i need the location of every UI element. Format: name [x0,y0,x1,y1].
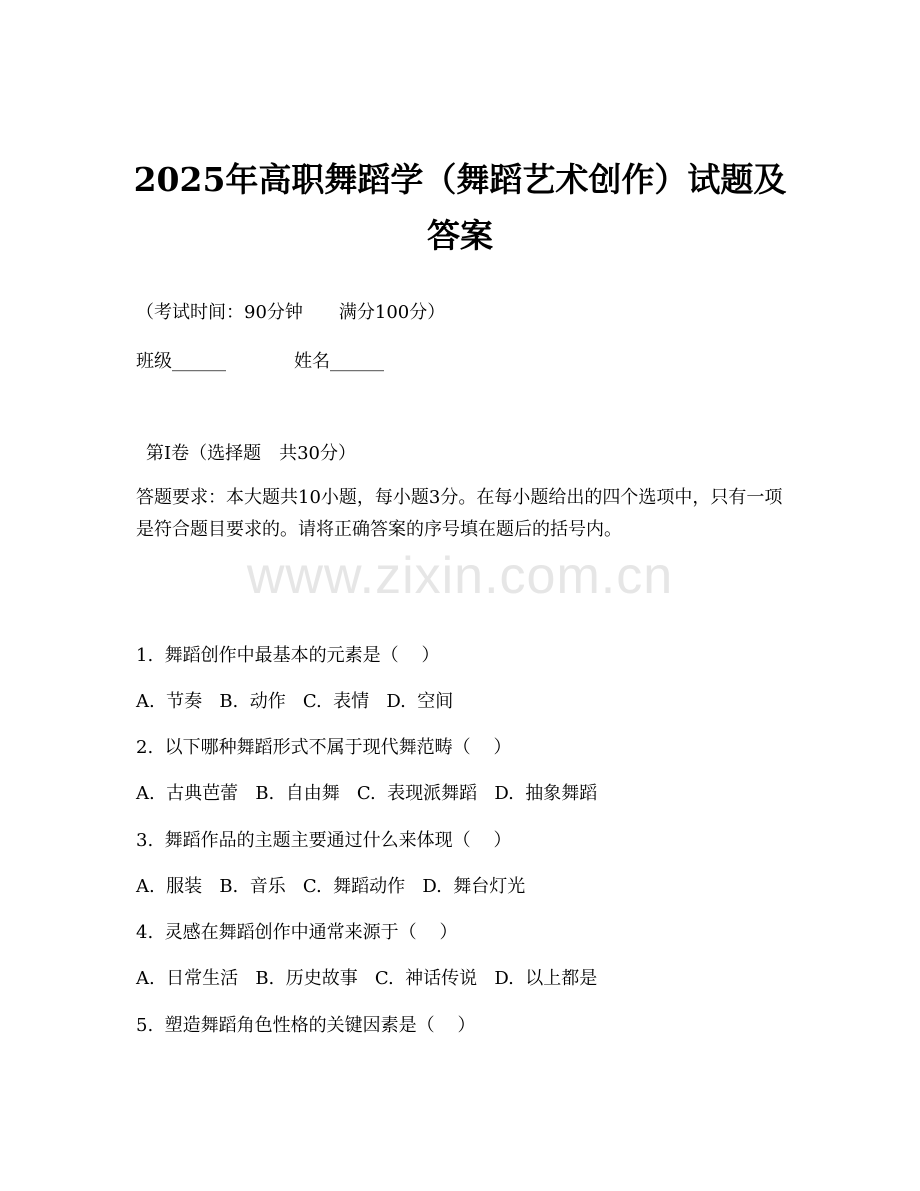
question-4-options: A. 日常生活 B. 历史故事 C. 神话传说 D. 以上都是 [136,968,598,989]
question-1-options: A. 节奏 B. 动作 C. 表情 D. 空间 [136,691,454,712]
question-5-stem: 5. 塑造舞蹈角色性格的关键因素是（ ） [136,1015,476,1036]
section-heading: 第I卷（选择题 共30分） [146,443,357,464]
class-field: 班级______ [136,351,226,372]
document-title: 2025年高职舞蹈学（舞蹈艺术创作）试题及答案 [133,160,787,255]
question-3-stem: 3. 舞蹈作品的主题主要通过什么来体现（ ） [136,830,512,851]
question-2-options: A. 古典芭蕾 B. 自由舞 C. 表现派舞蹈 D. 抽象舞蹈 [136,783,598,804]
question-3-options: A. 服装 B. 音乐 C. 舞蹈动作 D. 舞台灯光 [136,876,526,897]
name-field: 姓名______ [294,351,384,372]
question-4-stem: 4. 灵感在舞蹈创作中通常来源于（ ） [136,922,458,943]
question-2-stem: 2. 以下哪种舞蹈形式不属于现代舞范畴（ ） [136,737,512,758]
instructions: 答题要求：本大题共10小题，每小题3分。在每小题给出的四个选项中，只有一项是符合题目要求的。请将正确答案的序号填在题后的括号内。 [136,487,783,540]
watermark: www.zixin.com.cn [246,547,674,605]
exam-info: （考试时间：90分钟 满分100分） [136,302,446,323]
question-1-stem: 1. 舞蹈创作中最基本的元素是（ ） [136,645,440,666]
